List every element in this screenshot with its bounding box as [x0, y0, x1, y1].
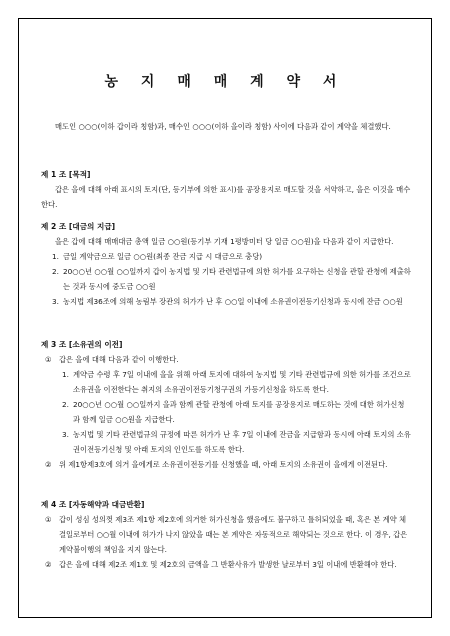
article-paragraph: 을은 갑에 대해 매매대금 총액 일금 ○○원(등기부 기재 1평방미터 당 일금 ○○원)을 다음과 같이 지급한다. [55, 237, 394, 246]
article-1 [41, 167, 411, 212]
article-4 [41, 497, 411, 572]
document-page [18, 18, 432, 618]
clause-text: 갑은 을에 대해 다음과 같이 이행한다. [59, 355, 179, 364]
item-number: 1. [52, 252, 59, 261]
item-text: 20○○년 ○○월 ○○일까지 갑이 농지법 및 기타 관련법규에 의한 허가를 요구하는 신청을 관할 관청에 제출하는 것과 동시에 중도금 ○○원 [63, 267, 411, 291]
article-heading: 제 1 조 [목적] [41, 170, 91, 179]
clause-number: ① [45, 515, 52, 524]
item-text: 농지법 제36조에 의해 농림부 장관의 허가가 난 후 ○○일 이내에 소유권이전등기신청과 동시에 잔금 ○○원 [63, 297, 403, 306]
clause-item [41, 512, 411, 557]
article-heading: 제 4 조 [자동해약과 대금반환] [41, 500, 145, 509]
item-number: 2. [52, 267, 59, 276]
list-item [51, 367, 411, 397]
clause-text: 위 제1항제3호에 의거 을에게로 소유권이전등기를 신청했을 때, 아래 토지의 소유권이 을에게 이전된다. [59, 460, 388, 469]
item-text: 계약금 수령 후 7일 이내에 을을 위해 아래 토지에 대하여 농지법 및 기타 관련법규에 의한 허가를 조건으로 소유권을 이전한다는 취지의 소유권이전등기청구권의 가등기신청을 하도록 한다. [73, 370, 411, 394]
clause-number: ② [45, 460, 52, 469]
clause-item [41, 557, 411, 572]
clause-number: ① [45, 355, 52, 364]
item-text: 농지법 및 기타 관련법규의 규정에 따른 허가가 난 후 7일 이내에 잔금을 지급함과 동시에 아래 토지의 소유권이전등기신청 및 아래 토지의 인인도를 하도록 한다. [73, 430, 411, 454]
article-heading: 제 3 조 [소유권의 이전] [41, 340, 123, 349]
list-item [51, 427, 411, 457]
clause-text: 갑이 성심 성의껏 제3조 제1항 제2호에 의거한 허가신청을 했음에도 불구하고 틀허되었을 때, 혹은 본 계약 체결일로부터 ○○월 이내에 허가가 나지 않았을 때는 본 계약은 자동적으로 해약되는 것으로 한다. 이 경우, 갑은 계약불이행의 책임을 지지 않는다. [59, 515, 408, 554]
article-3 [41, 337, 411, 472]
clause-item [41, 352, 411, 367]
article-paragraph: 갑은 을에 대해 아래 표시의 토지(단, 등기부에 의한 표시)를 공장용지로 매도할 것을 서약하고, 을은 이것을 매수한다. [41, 185, 411, 209]
intro-paragraph: 매도인 ○○○(이하 갑이라 칭함)과, 매수인 ○○○(이하 을이라 칭함) 사이에 다음과 같이 계약을 체결했다. [55, 122, 391, 131]
item-text: 금일 계약금으로 일금 ○○원(최종 잔금 지급 시 대금으로 충당) [63, 252, 263, 261]
list-item [41, 249, 411, 264]
item-number: 1. [62, 370, 69, 379]
list-item [41, 294, 411, 309]
list-item [41, 264, 411, 294]
item-text: 20○○년 ○○월 ○○일까지 을과 함께 관할 관청에 아래 토지를 공장용지로 매도하는 것에 대한 허가신청과 함께 일금 ○○원을 지급한다. [73, 400, 405, 424]
item-number: 3. [52, 297, 59, 306]
article-heading: 제 2 조 [대금의 지급] [41, 222, 116, 231]
clause-text: 갑은 을에 대해 제2조 제1호 및 제2호의 금액을 그 반환사유가 발생한 날로부터 3일 이내에 반환해야 한다. [59, 560, 397, 569]
item-number: 3. [62, 430, 69, 439]
item-number: 2. [62, 400, 69, 409]
list-item [51, 397, 411, 427]
clause-number: ② [45, 560, 52, 569]
clause-item [41, 457, 411, 472]
article-2 [41, 219, 411, 309]
document-title: 농 지 매 매 계 약 서 [104, 74, 346, 90]
